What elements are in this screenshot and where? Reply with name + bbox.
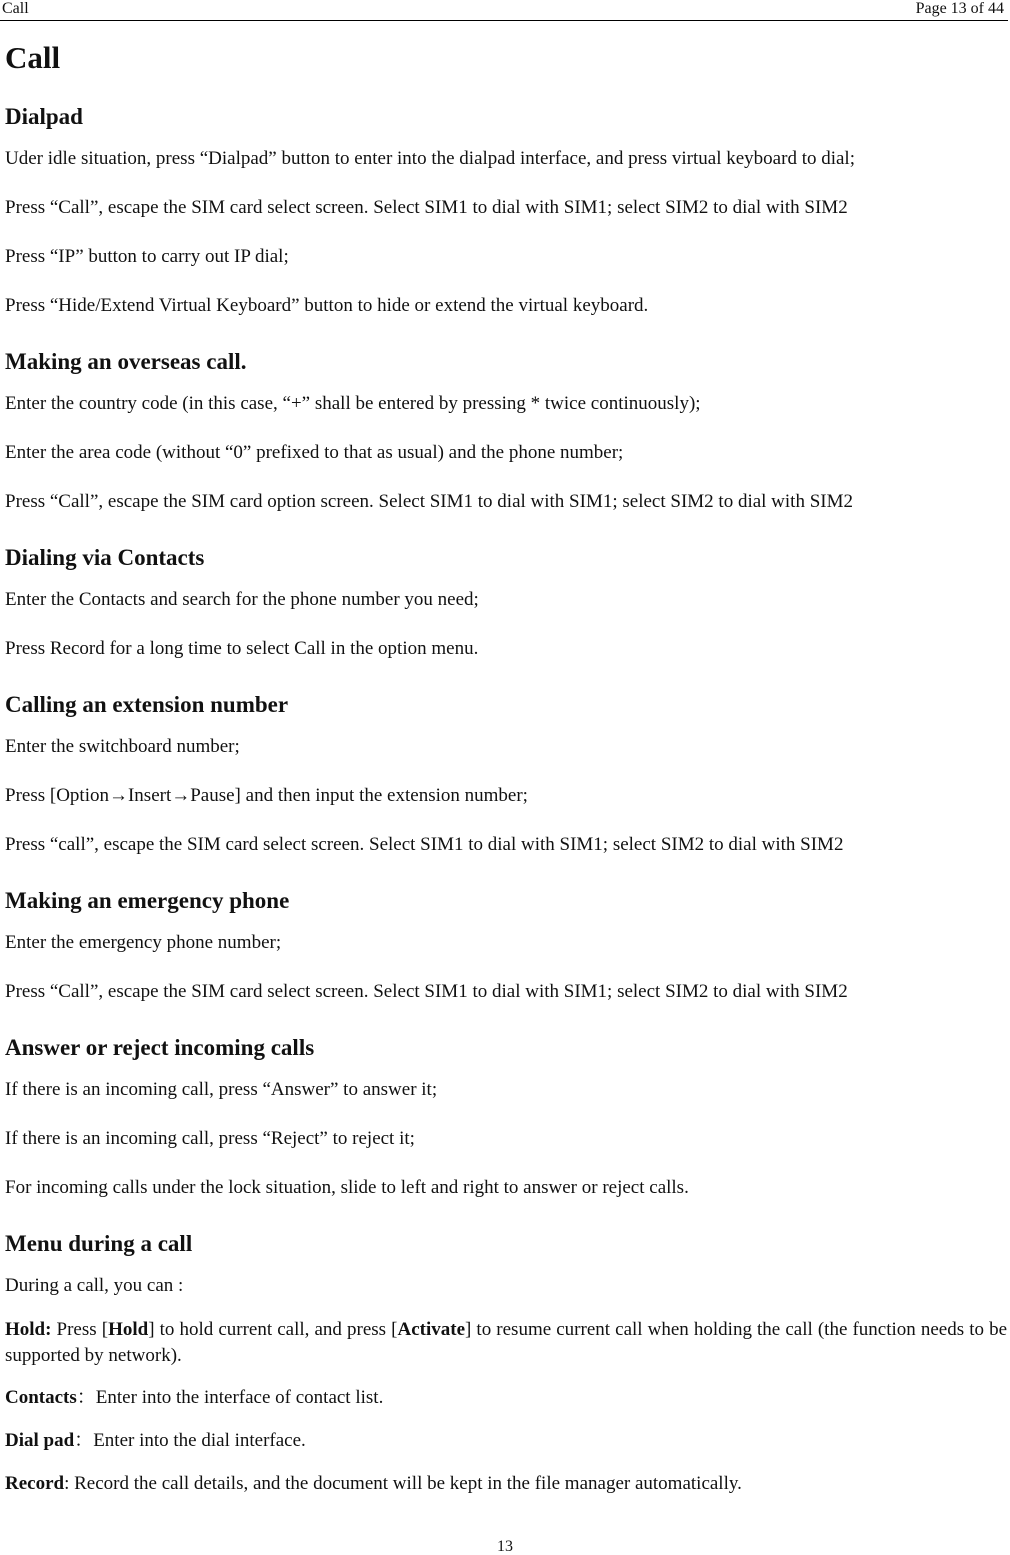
heading-dialing-via-contacts: Dialing via Contacts	[5, 545, 205, 570]
term-keyword: Hold	[108, 1319, 149, 1340]
paragraph: Enter the Contacts and search for the phone number you need;	[5, 589, 479, 610]
paragraph: Press “Call”, escape the SIM card select screen. Select SIM1 to dial with SIM1; select SIM2 to dial with SIM2	[5, 197, 848, 218]
header-page-indicator: Page 13 of 44	[915, 0, 1004, 17]
term-label: Dial pad	[5, 1430, 75, 1451]
paragraph: Press “Call”, escape the SIM card option screen. Select SIM1 to dial with SIM1; select SIM2 to dial with SIM2	[5, 491, 853, 512]
paragraph: Enter the switchboard number;	[5, 736, 240, 757]
page-number: 13	[497, 1538, 513, 1555]
document-body	[5, 36, 1007, 1515]
heading-emergency-phone: Making an emergency phone	[5, 888, 290, 913]
paragraph: Press “Hide/Extend Virtual Keyboard” button to hide or extend the virtual keyboard.	[5, 295, 649, 316]
paragraph: Enter the area code (without “0” prefixed to that as usual) and the phone number;	[5, 442, 624, 463]
paragraph: Enter the country code (in this case, “+” shall be entered by pressing * twice continuously);	[5, 393, 701, 414]
heading-overseas-call: Making an overseas call.	[5, 349, 247, 374]
term-label: Record	[5, 1473, 65, 1494]
heading-dialpad: Dialpad	[5, 104, 83, 129]
term-text: Press [	[51, 1319, 109, 1340]
paragraph: For incoming calls under the lock situation, slide to left and right to answer or reject calls.	[5, 1177, 689, 1198]
header-section-title: Call	[2, 0, 29, 17]
paragraph: If there is an incoming call, press “Answer” to answer it;	[5, 1079, 438, 1100]
menu-item-contacts	[5, 1386, 1007, 1429]
menu-item-hold	[5, 1317, 1007, 1386]
term-separator: ：	[76, 1387, 96, 1408]
paragraph: Press [Option→Insert→Pause] and then input the extension number;	[5, 785, 528, 806]
term-label: Hold:	[5, 1319, 52, 1340]
term-text: Enter into the interface of contact list.	[95, 1387, 384, 1408]
menu-item-record	[5, 1472, 1007, 1515]
paragraph: Press Record for a long time to select Call in the option menu.	[5, 638, 479, 659]
page-header	[0, 0, 1008, 21]
term-label: Contacts	[5, 1387, 77, 1408]
term-text: ] to hold current call, and press [	[148, 1319, 398, 1340]
paragraph: If there is an incoming call, press “Reject” to reject it;	[5, 1128, 415, 1149]
term-text: : Record the call details, and the document will be kept in the file manager automatically.	[64, 1473, 742, 1494]
paragraph: During a call, you can :	[5, 1275, 184, 1296]
page-title: Call	[5, 40, 61, 75]
paragraph: Press “IP” button to carry out IP dial;	[5, 246, 289, 267]
term-text: ] to resume current call when holding the call (the function needs to be supported by network).	[5, 1319, 1008, 1366]
term-separator: ：	[74, 1430, 94, 1451]
heading-answer-reject: Answer or reject incoming calls	[5, 1035, 315, 1060]
paragraph: Press “call”, escape the SIM card select screen. Select SIM1 to dial with SIM1; select SIM2 to dial with SIM2	[5, 834, 844, 855]
paragraph: Enter the emergency phone number;	[5, 932, 282, 953]
heading-extension-number: Calling an extension number	[5, 692, 289, 717]
paragraph: Uder idle situation, press “Dialpad” button to enter into the dialpad interface, and press virtual keyboard to dial;	[5, 148, 855, 169]
paragraph: Press “Call”, escape the SIM card select screen. Select SIM1 to dial with SIM1; select SIM2 to dial with SIM2	[5, 981, 848, 1002]
term-keyword: Activate	[397, 1319, 466, 1340]
menu-item-dial-pad	[5, 1429, 1007, 1472]
heading-menu-during-call: Menu during a call	[5, 1231, 193, 1256]
term-text: Enter into the dial interface.	[93, 1430, 306, 1451]
